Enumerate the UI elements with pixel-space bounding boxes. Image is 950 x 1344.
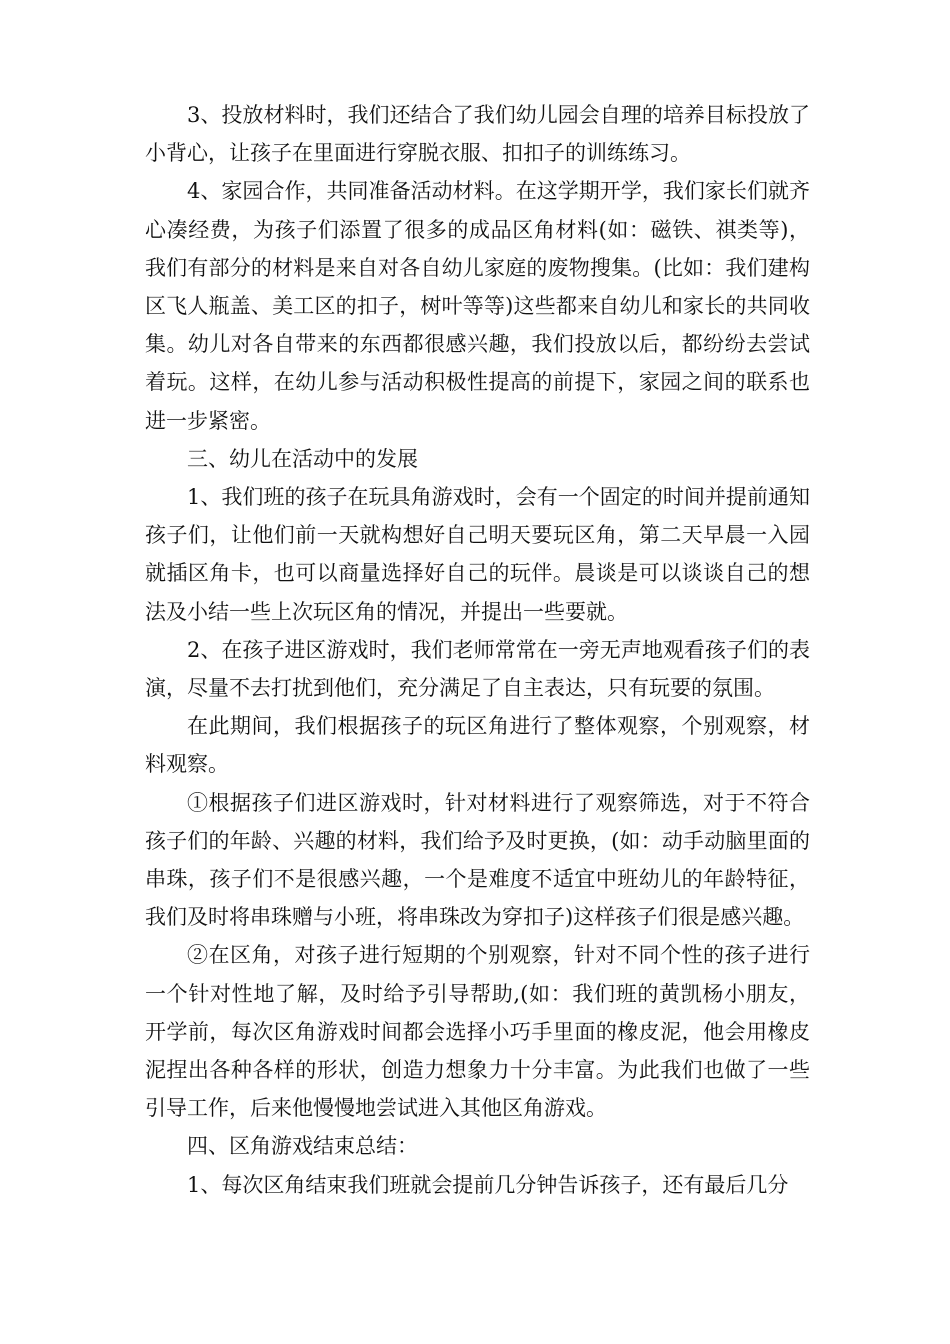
paragraph-home-cooperation: 4、家园合作，共同准备活动材料。在这学期开学，我们家长们就齐心凑经费，为孩子们添置了很多的成品区角材料(如：磁铁、祺类等)，我们有部分的材料是来自对各自幼儿家庭的废物搜集。(比如：我们建构区飞人瓶盖、美工区的扣子，树叶等等)这些都来自幼儿和家长的共同收集。幼儿对各自带来的东西都很感兴趣，我们投放以后，都纷纷去尝试着玩。这样，在幼儿参与活动积极性提高的前提下，家园之间的联系也进一步紧密。 — [145, 179, 810, 433]
paragraph-material-vest: 3、投放材料时，我们还结合了我们幼儿园会自理的培养目标投放了小背心，让孩子在里面进行穿脱衣服、扣扣子的训练练习。 — [145, 103, 810, 166]
paragraph-individual-observation: ②在区角，对孩子进行短期的个别观察，针对不同个性的孩子进行一个针对性地了解，及时给予引导帮助,(如：我们班的黄凯杨小朋友，开学前，每次区角游戏时间都会选择小巧手里面的橡皮泥，他会用橡皮泥捏出各种各样的形状，创造力想象力十分丰富。为此我们也做了一些引导工作，后来他慢慢地尝试进入其他区角游戏。 — [145, 943, 810, 1121]
section-heading-summary: 四、区角游戏结束总结： — [187, 1134, 418, 1159]
paragraph-observation-types: 在此期间，我们根据孩子的玩区角进行了整体观察，个别观察，材料观察。 — [145, 714, 810, 777]
document-page — [145, 96, 810, 1204]
section-heading-development: 三、幼儿在活动中的发展 — [187, 446, 418, 471]
paragraph-fixed-time: 1、我们班的孩子在玩具角游戏时，会有一个固定的时间并提前通知孩子们，让他们前一天就构想好自己明天要玩区角，第二天早晨一入园就插区角卡，也可以商量选择好自己的玩伴。晨谈是可以谈谈自己的想法及小结一些上次玩区角的情况，并提出一些要就。 — [145, 485, 810, 624]
paragraph-material-screening: ①根据孩子们进区游戏时，针对材料进行了观察筛选，对于不符合孩子们的年龄、兴趣的材料，我们给予及时更换，(如：动手动脑里面的串珠，孩子们不是很感兴趣，一个是难度不适宜中班幼儿的年龄特征，我们及时将串珠赠与小班，将串珠改为穿扣子)这样孩子们很是感兴趣。 — [145, 790, 810, 930]
paragraph-teacher-observe: 2、在孩子进区游戏时，我们老师常常在一旁无声地观看孩子们的表演，尽量不去打扰到他们，充分满足了自主表达，只有玩要的氛围。 — [145, 637, 810, 701]
paragraph-end-notice: 1、每次区角结束我们班就会提前几分钟告诉孩子，还有最后几分 — [187, 1172, 789, 1197]
